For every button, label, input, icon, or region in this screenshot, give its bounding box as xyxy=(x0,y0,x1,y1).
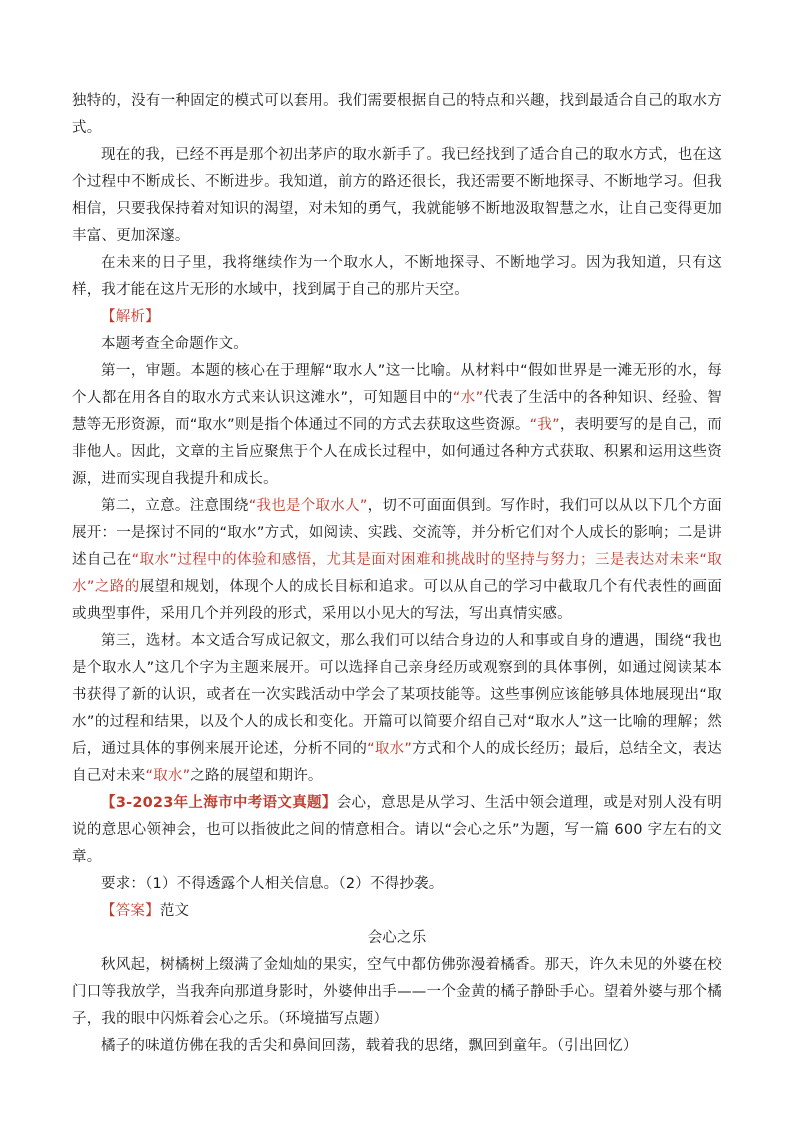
text-span: 第一，审题。本题的核心在于理解“取水人”这一比喻。从材料中“假如世界是一滩无形的水，每个人都在用各自的取水方式来认识这滩水”，可知题目中的 xyxy=(72,363,722,406)
question-text: 会心，意思是从学习、生活中领会道理，或是对别人没有明说的意思心领神会，也可以指彼此之间的情意相合。请以“会心之乐”为题，写一篇 600 字左右的文章。 xyxy=(72,795,722,865)
highlight-span: “我也是个取水人” xyxy=(248,498,368,514)
highlight-span: “我” xyxy=(529,417,560,433)
paragraph xyxy=(72,493,722,628)
answer-text: 范文 xyxy=(159,903,190,919)
text-span: ，切不可面面俱到。写作时，我们可以从以下几个方面展开：一是探讨不同的“取水”方式，如阅读、实践、交流等，并分析它们对个人成长的影响；二是讲述自己在 xyxy=(72,498,722,568)
essay-title: 会心之乐 xyxy=(367,930,427,946)
paragraph: 本题考查全命题作文。 xyxy=(101,336,248,352)
paragraph xyxy=(72,358,722,493)
paragraph: 橘子的味道仿佛在我的舌尖和鼻间回荡，载着我的思绪，飘回到童年。（引出回忆） xyxy=(101,1038,638,1054)
question-paragraph xyxy=(72,790,722,871)
answer-line xyxy=(72,898,722,925)
text-span: ，表明要写的是自己，而非他人。因此，文章的主旨应聚焦于个人在成长过程中，如何通过各种方式获取、积累和运用这些资源，进而实现自我提升和成长。 xyxy=(72,417,723,487)
answer-label: 【答案】 xyxy=(101,903,160,919)
paragraph: 独特的，没有一种固定的模式可以套用。我们需要根据自己的特点和兴趣，找到最适合自己的取水方式。 xyxy=(72,93,722,136)
requirements: 要求：（1）不得透露个人相关信息。（2）不得抄袭。 xyxy=(101,876,444,892)
text-span: 第三，选材。本文适合写成记叙文，那么我们可以结合身边的人和事或自身的遭遇，围绕“我也是个取水人”这几个字为主题来展开。可以选择自己亲身经历或观察到的具体事例，如通过阅读某本书获得了新的认识，或者在一次实践活动中学会了某项技能等。这些事例应该能够具体地展现出“取水”的过程和结果，以及个人的成长和变化。开篇可以简要介绍自己对“取水人”这一比喻的理解；然后，通过具体的事例来展开论述，分析不同的 xyxy=(72,633,722,757)
question-source-label: 【3-2023年上海市中考语文真题】 xyxy=(101,795,337,811)
paragraph xyxy=(72,628,722,790)
highlight-span: “取水” xyxy=(145,768,191,784)
text-span: 第二，立意。注意围绕 xyxy=(101,498,249,514)
analysis-heading: 【解析】 xyxy=(101,309,160,325)
highlight-span: “取水”过程中的体验和感悟，尤其是面对困难和挑战时的坚持与努力；三是表达对未来“取水”之路的 xyxy=(72,552,722,595)
text-span: 方式和个人的成长经历；最后，总结全文，表达自己对未来 xyxy=(72,741,723,784)
text-span: 之路的展望和期许。 xyxy=(190,768,323,784)
text-span: 展望和规划，体现个人的成长目标和追求。可以从自己的学习中截取几个有代表性的画面或典型事件，采用几个并列段的形式，采用以小见大的写法，写出真情实感。 xyxy=(72,579,723,622)
paragraph: 在未来的日子里，我将继续作为一个取水人，不断地探寻、不断地学习。因为我知道，只有这样，我才能在这片无形的水域中，找到属于自己的那片天空。 xyxy=(72,255,722,298)
analysis-label xyxy=(72,304,722,331)
document-content xyxy=(72,88,722,1060)
highlight-span: “取水” xyxy=(367,741,413,757)
paragraph: 现在的我，已经不再是那个初出茅庐的取水新手了。我已经找到了适合自己的取水方式，也在这个过程中不断成长、不断进步。我知道，前方的路还很长，我还需要不断地探寻、不断地学习。但我相信，只要我保持着对知识的渴望，对未知的勇气，我就能够不断地汲取智慧之水，让自己变得更加丰富、更加深邃。 xyxy=(72,147,722,244)
highlight-span: “水” xyxy=(452,390,484,406)
paragraph: 秋风起，树橘树上缀满了金灿灿的果实，空气中都仿佛弥漫着橘香。那天，许久未见的外婆在校门口等我放学，当我奔向那道身影时，外婆伸出手——一个金黄的橘子静卧手心。望着外婆与那个橘子，我的眼中闪烁着会心之乐。（环境描写点题） xyxy=(72,957,722,1027)
text-span: 代表了生活中的各种知识、经验、智慧等无形资源，而“取水”则是指个体通过不同的方式去获取这些资源。 xyxy=(72,390,722,433)
